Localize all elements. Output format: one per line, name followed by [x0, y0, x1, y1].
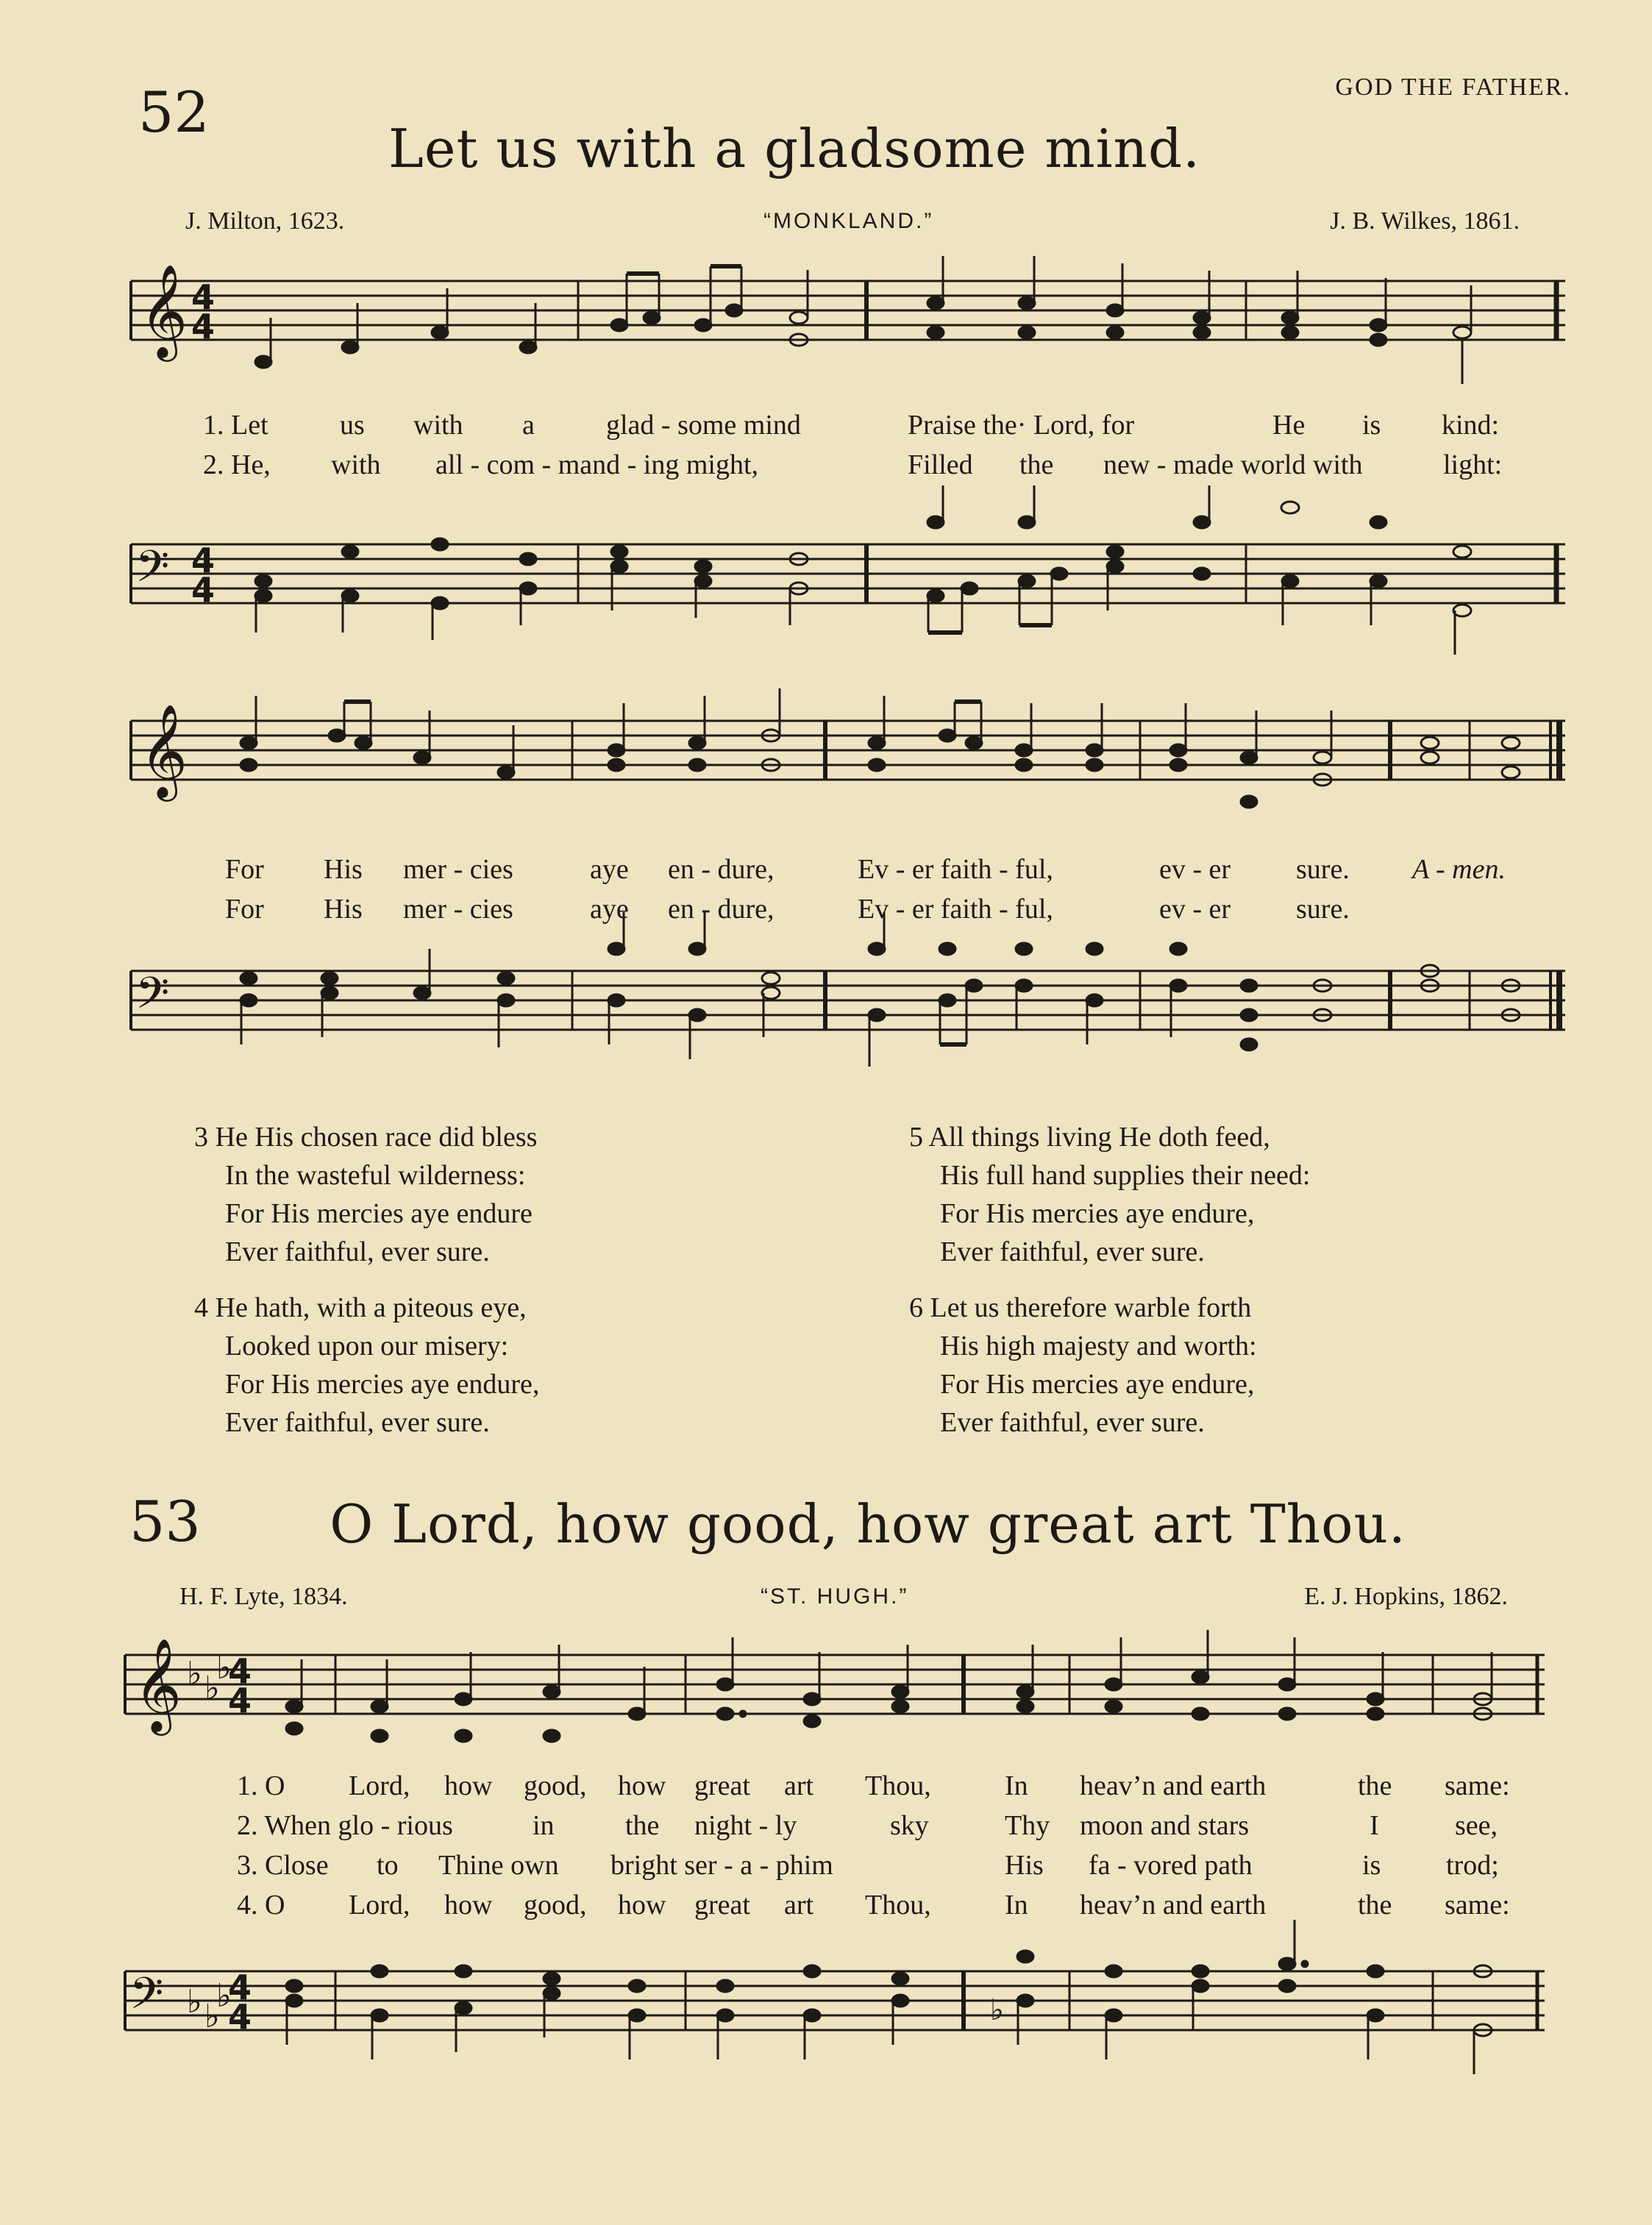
hymn-53-author: H. F. Lyte, 1834. [179, 1583, 348, 1610]
lyric-syllable: For [225, 854, 264, 885]
stanza-line: Ever faithful, ever sure. [225, 1236, 490, 1267]
stanza-line: For His mercies aye endure, [940, 1369, 1255, 1400]
stanza-line: For His mercies aye endure, [225, 1369, 540, 1400]
lyric-syllable: great [694, 1890, 750, 1920]
lyric-syllable: the [625, 1810, 660, 1841]
lyric-syllable: ev - er [1159, 894, 1231, 925]
stanza-line: Looked upon our misery: [225, 1331, 509, 1361]
lyric-syllable: Thy [1005, 1810, 1050, 1841]
lyric-syllable: light: [1443, 449, 1503, 480]
svg-text:4: 4 [228, 1681, 252, 1720]
lyric-syllable: see, [1455, 1810, 1498, 1841]
stanza-line: In the wasteful wilderness: [225, 1160, 526, 1191]
lyric-syllable: Thou, [865, 1890, 931, 1920]
lyric-syllable: trod; [1446, 1850, 1499, 1881]
svg-text:4: 4 [228, 1997, 252, 2037]
lyric-syllable: same: [1445, 1770, 1510, 1801]
lyric-syllable: night - ly [694, 1810, 797, 1841]
lyric-syllable: 1. O [237, 1770, 285, 1801]
lyric-syllable: how [618, 1770, 666, 1801]
lyric-syllable: en - dure, [668, 854, 775, 885]
hymn-52-system2-verse2 [0, 893, 1652, 930]
lyric-syllable: mer - cies [403, 854, 513, 885]
stanza-line: 3 He His chosen race did bless [194, 1122, 538, 1153]
stanza-line: 5 All things living He doth feed, [909, 1122, 1270, 1153]
lyric-syllable: is [1362, 1850, 1381, 1881]
lyric-syllable: with [331, 449, 381, 480]
lyric-syllable: kind: [1442, 410, 1500, 441]
stanza-line: His high majesty and worth: [940, 1331, 1257, 1361]
hymn-52-composer: J. B. Wilkes, 1861. [1330, 207, 1520, 235]
lyric-syllable: 2. He, [203, 449, 271, 480]
lyric-syllable: I [1370, 1810, 1379, 1841]
bass-clef-icon: 𝄢 [135, 967, 170, 1029]
section-heading: GOD THE FATHER. [1335, 74, 1571, 101]
stanza-line: Ever faithful, ever sure. [940, 1407, 1205, 1438]
lyric-syllable: sure. [1296, 894, 1350, 925]
hymn-52-stanza-4 [194, 1289, 539, 1442]
hymn-52-stanza-6 [909, 1289, 1257, 1442]
treble-clef-icon: 𝄞 [134, 1637, 182, 1731]
lyric-syllable: 2. When glo - rious [237, 1810, 453, 1841]
flat-icon: ♭ [204, 1998, 220, 2034]
hymn-53-bass-staff [125, 1957, 1545, 2089]
lyric-syllable: 1. Let [203, 410, 268, 441]
lyric-syllable: Thou, [865, 1770, 931, 1801]
flat-icon: ♭ [204, 1670, 220, 1706]
lyric-syllable: Thine own [438, 1850, 559, 1881]
stanza-line: His full hand supplies their need: [940, 1160, 1311, 1191]
svg-text:4: 4 [228, 1968, 252, 2007]
hymn-53-tune: “ST. HUGH.” [761, 1584, 909, 1609]
lyric-syllable: good, [524, 1890, 587, 1920]
lyric-syllable: to [377, 1850, 399, 1881]
stanza-line: Ever faithful, ever sure. [225, 1407, 490, 1438]
flat-icon: ♭ [216, 1978, 232, 2014]
lyric-syllable: how [444, 1890, 493, 1920]
lyric-syllable: great [694, 1770, 750, 1801]
hymn-53-number: 53 [129, 1489, 201, 1554]
lyric-syllable: Praise the· Lord, for [908, 410, 1135, 441]
lyric-syllable: In [1005, 1770, 1028, 1801]
lyric-syllable: art [784, 1770, 814, 1801]
lyric-syllable: His [1005, 1850, 1044, 1881]
svg-text:4: 4 [191, 277, 216, 317]
lyric-syllable: good, [524, 1770, 587, 1801]
hymn-52-title: Let us with a gladsome mind. [388, 118, 1200, 179]
page-number: 52 [138, 79, 210, 145]
lyric-syllable: en - dure, [668, 894, 775, 925]
lyric-syllable: heav’n and earth [1080, 1770, 1267, 1801]
lyric-syllable: in [533, 1810, 555, 1841]
hymn-53-composer: E. J. Hopkins, 1862. [1304, 1583, 1508, 1610]
lyric-syllable: Filled [908, 449, 973, 480]
lyric-syllable: same: [1445, 1890, 1510, 1920]
flat-icon: ♭ [187, 1656, 202, 1692]
lyric-syllable: sky [890, 1810, 929, 1841]
lyric-syllable: In [1005, 1890, 1028, 1920]
lyric-syllable: how [444, 1770, 493, 1801]
svg-text:4: 4 [191, 541, 216, 580]
hymn-52-system2-verse1 [0, 853, 1652, 890]
lyric-syllable: Ev - er faith - ful, [858, 854, 1053, 885]
lyric-syllable: glad - some mind [606, 410, 801, 441]
stanza-line: 4 He hath, with a piteous eye, [194, 1292, 527, 1323]
lyric-syllable: how [618, 1890, 666, 1920]
lyric-syllable: 3. Close [237, 1850, 329, 1881]
hymn-52-system1-treble-staff [131, 263, 1565, 384]
lyric-syllable: mer - cies [403, 894, 513, 925]
lyric-syllable: aye [590, 894, 629, 925]
stanza-line: For His mercies aye endure, [940, 1198, 1255, 1229]
hymn-52-author: J. Milton, 1623. [185, 207, 345, 235]
hymn-53-treble-staff [125, 1637, 1545, 1765]
stanza-line: Ever faithful, ever sure. [940, 1236, 1205, 1267]
hymn-53-title: O Lord, how good, how great art Thou. [330, 1493, 1406, 1555]
lyric-syllable: Lord, [349, 1770, 410, 1801]
lyric-syllable: the [1358, 1890, 1392, 1920]
hymn-53-verse-4 [0, 1889, 1652, 1926]
lyric-syllable: heav’n and earth [1080, 1890, 1267, 1920]
lyric-syllable: art [784, 1890, 814, 1920]
lyric-syllable: the [1358, 1770, 1392, 1801]
hymn-52-system1-bass-staff [131, 530, 1565, 662]
lyric-syllable: His [324, 894, 363, 925]
lyric-syllable: sure. [1296, 854, 1350, 885]
flat-icon: ♭ [216, 1650, 232, 1686]
lyric-syllable: Lord, [349, 1890, 410, 1920]
lyric-syllable: us [340, 410, 365, 441]
stanza-line: 6 Let us therefore warble forth [909, 1292, 1252, 1323]
lyric-syllable: bright ser - a - phim [610, 1850, 833, 1881]
lyric-syllable: fa - vored path [1089, 1850, 1253, 1881]
lyric-syllable: a [522, 410, 535, 441]
lyric-syllable: His [324, 854, 363, 885]
svg-text:4: 4 [191, 307, 216, 346]
amen-lyric: A - men. [1412, 854, 1506, 885]
lyric-syllable: 4. O [237, 1890, 285, 1920]
hymn-53-verse-3 [0, 1849, 1652, 1886]
hymn-52-tune: “MONKLAND.” [763, 209, 934, 233]
hymn-52-system2-bass-staff [131, 956, 1565, 1089]
hymn-53-verse-2 [0, 1809, 1652, 1846]
lyric-syllable: aye [590, 854, 629, 885]
flat-icon: ♭ [187, 1984, 202, 2020]
lyric-syllable: moon and stars [1080, 1810, 1250, 1841]
hymn-52-stanza-3 [194, 1118, 537, 1271]
lyric-syllable: is [1362, 410, 1381, 441]
lyric-syllable: ev - er [1159, 854, 1231, 885]
lyric-syllable: He [1272, 410, 1306, 441]
hymn-52-stanza-5 [909, 1118, 1310, 1271]
bass-clef-icon: 𝄢 [135, 541, 170, 602]
svg-text:4: 4 [191, 570, 216, 610]
lyric-syllable: all - com - mand - ing might, [435, 449, 759, 480]
svg-text:4: 4 [228, 1651, 252, 1691]
stanza-line: For His mercies aye endure [225, 1198, 533, 1229]
hymn-52-system1-verse2 [0, 449, 1652, 485]
hymn-53-verse-1 [0, 1770, 1652, 1806]
lyric-syllable: the [1019, 449, 1054, 480]
lyric-syllable: with [413, 410, 463, 441]
flat-icon: ♭ [990, 1993, 1004, 2026]
hymn-52-system1-verse1 [0, 409, 1652, 446]
lyric-syllable: Ev - er faith - ful, [858, 894, 1053, 925]
treble-clef-icon: 𝄞 [140, 263, 188, 357]
lyric-syllable: For [225, 894, 264, 925]
hymn-52-system2-treble-staff [131, 703, 1565, 824]
bass-clef-icon: 𝄢 [129, 1968, 164, 2029]
lyric-syllable: new - made world with [1103, 449, 1363, 480]
treble-clef-icon: 𝄞 [140, 703, 188, 797]
